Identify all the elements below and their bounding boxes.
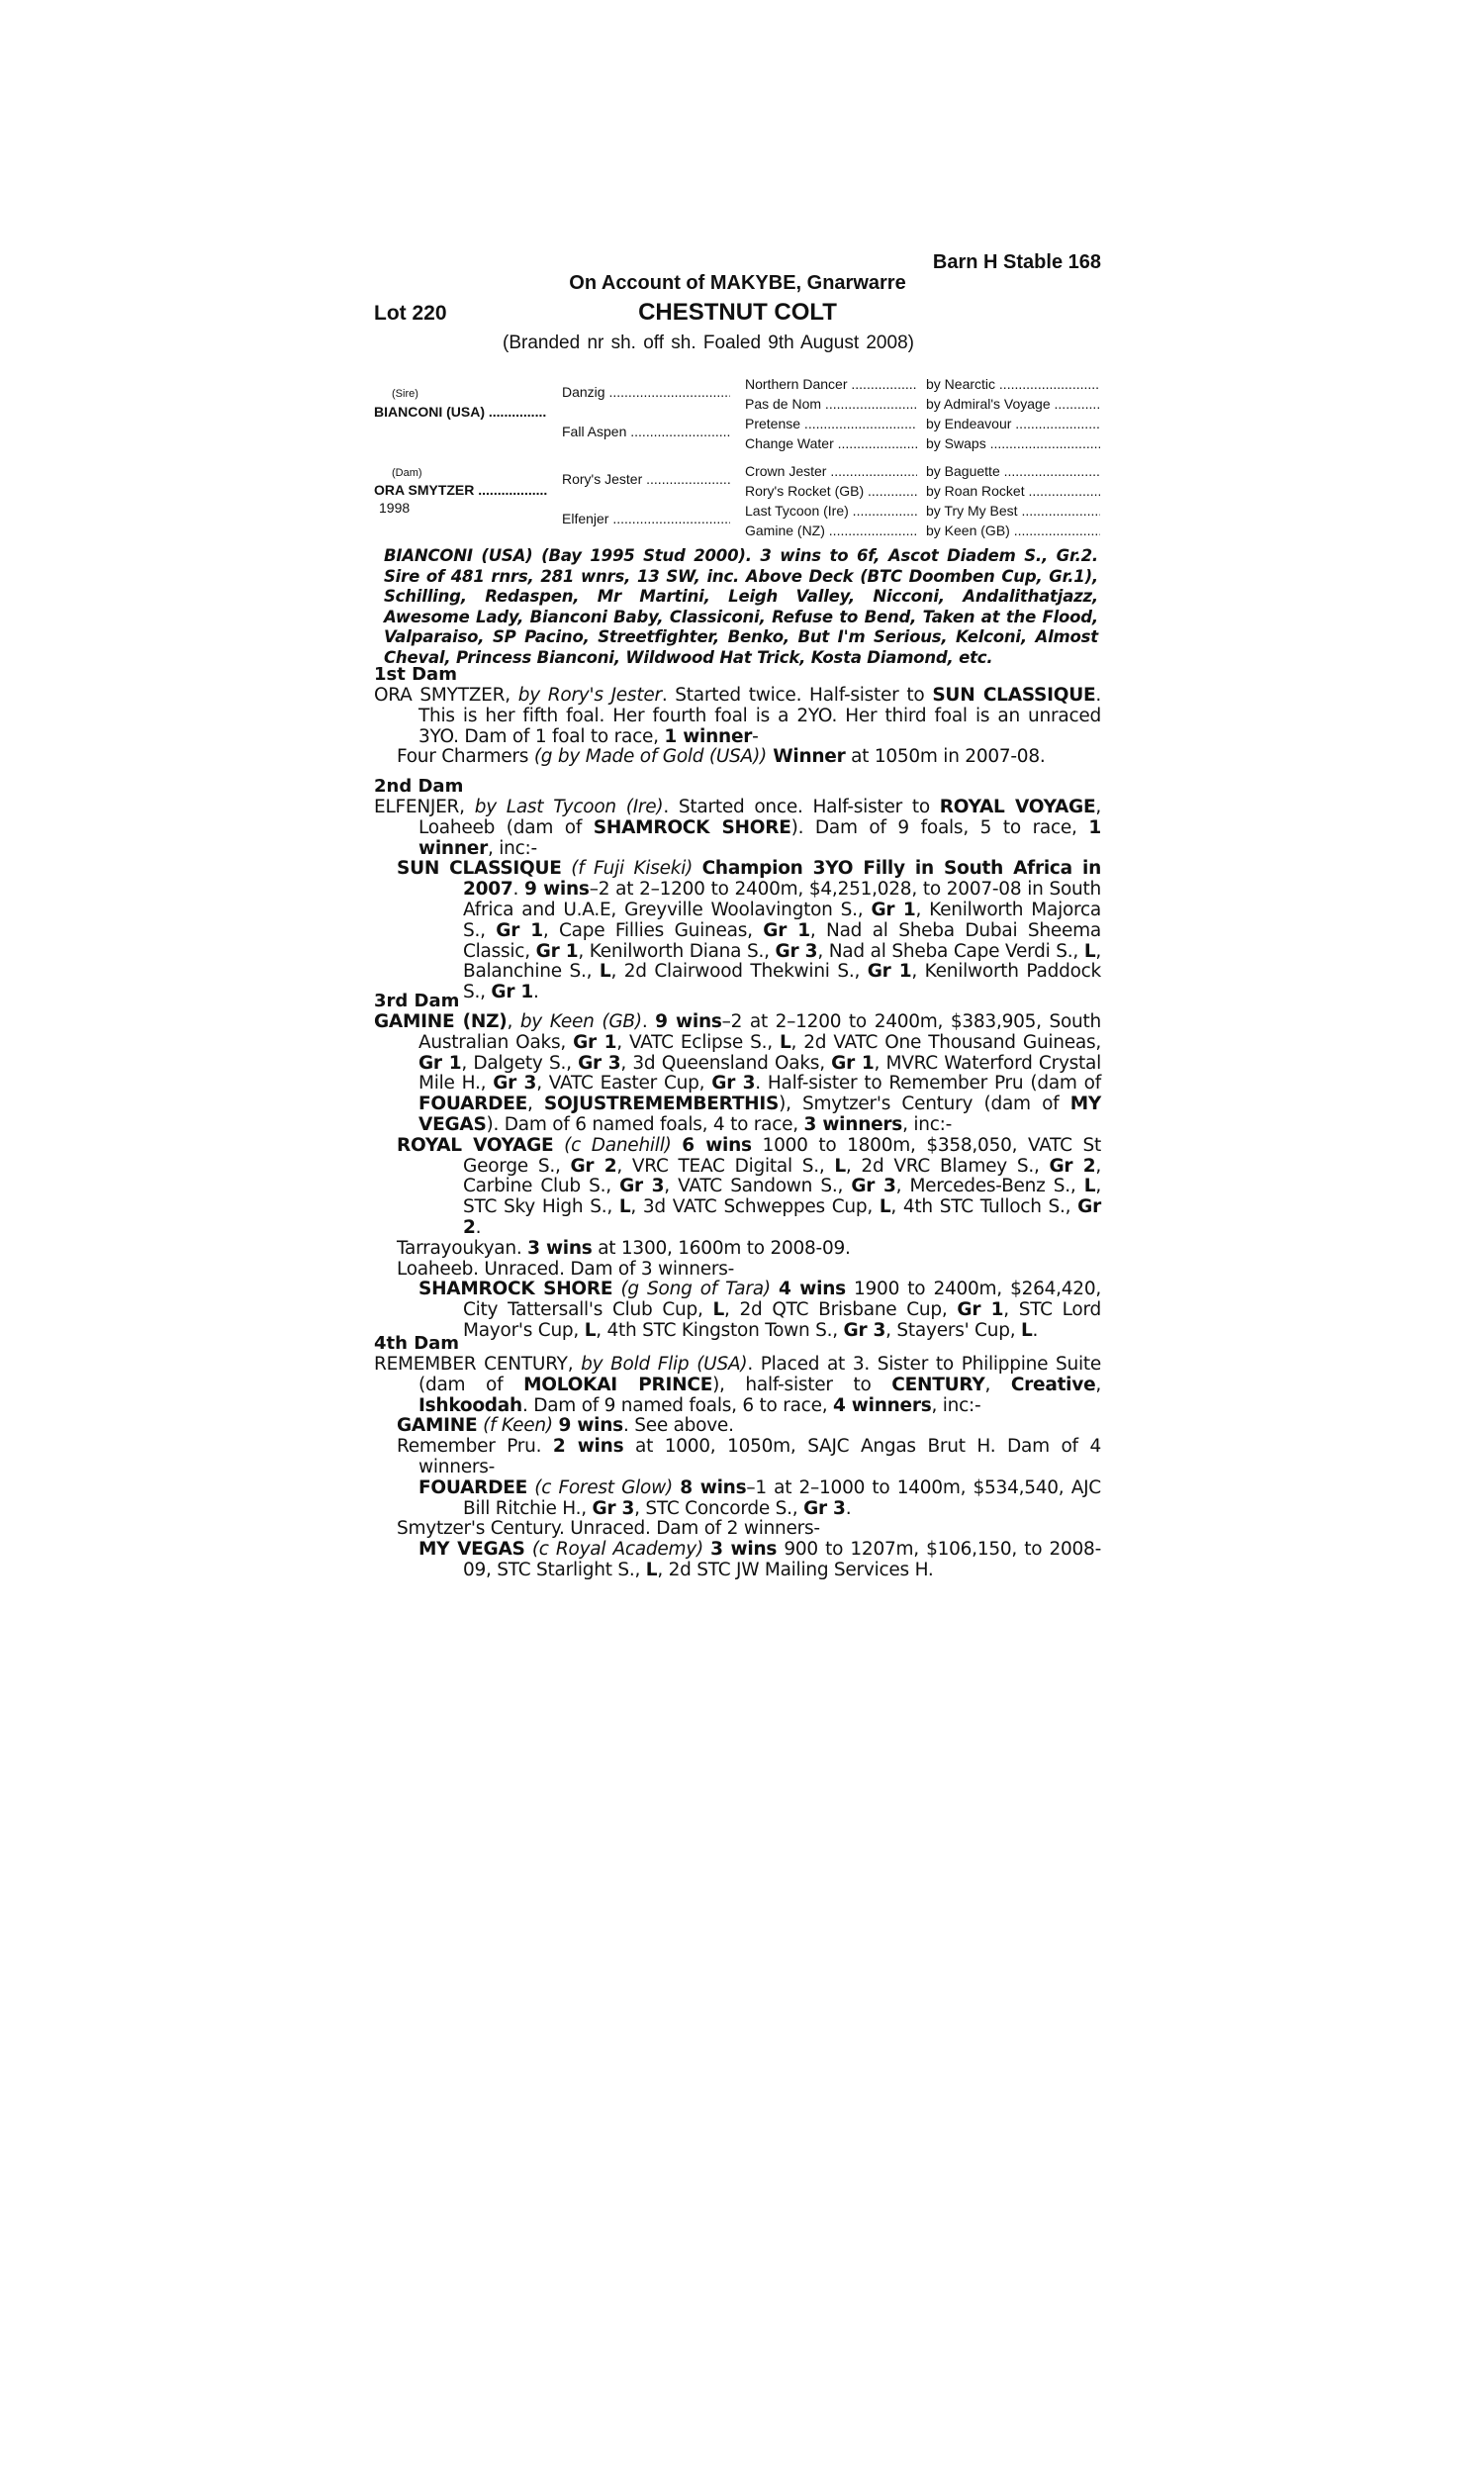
pedigree-table	[374, 368, 1101, 536]
barn-stable: Barn H Stable 168	[932, 251, 1101, 273]
ped-g4-0: by Nearctic .....	[926, 376, 1100, 392]
third-dam-winner-shamrock-shore: SHAMROCK SHORE (g Song of Tara) 4 wins 1900 to 2400m, $264,420, City Tattersall's Club Cup, L, 2d QTC Brisbane Cup, Gr 1, STC Lord Mayor's Cup, L, 4th STC Kingston Town S., Gr 3, Stayers' Cup, L.	[418, 1279, 1102, 1341]
ped-g3-1: Pas de Nom .....	[745, 396, 917, 412]
fourth-dam-winner-fouardee: FOUARDEE (c Forest Glow) 8 wins–1 at 2–1000 to 1400m, $534,540, AJC Bill Ritchie H., Gr 3, STC Concorde S., Gr 3.	[418, 1476, 1101, 1519]
ped-g3-6: Last Tycoon (Ire) .....	[745, 503, 917, 519]
ped-g4-2: by Endeavour .....	[926, 416, 1100, 431]
fourth-dam-foal-remember-pru: Remember Pru. 2 wins at 1000, 1050m, SAJC Angas Brut H. Dam of 4 winners-	[397, 1436, 1101, 1477]
third-dam-winner-royal-voyage: ROYAL VOYAGE (c Danehill) 6 wins 1000 to 1800m, $358,050, VATC St George S., Gr 2, VRC TEAC Digital S., L, 2d VRC Blamey S., Gr 2, Carbine Club S., Gr 3, VATC Sandown S., Gr 3, Mercedes-Benz S., L, STC Sky High S., L, 3d VATC Schweppes Cup, L, 4th STC Tulloch S., Gr 2.	[397, 1134, 1102, 1238]
second-dam-section	[374, 798, 1101, 1003]
ped-g2-0: Danzig .....	[562, 384, 730, 400]
first-dam-heading: 1st Dam	[374, 664, 457, 685]
dam-label: (Dam)	[392, 467, 422, 479]
third-dam-foal-tarrayoukyan: Tarrayoukyan. 3 wins at 1300, 1600m to 2008-09.	[397, 1237, 851, 1259]
second-dam-winner: SUN CLASSIQUE (f Fuji Kiseki) Champion 3YO Filly in South Africa in 2007. 9 wins–2 at 2–1200 to 2400m, $4,251,028, to 2007-08 in South Africa and U.A.E, Greyville Woolavington S., Gr 1, Kenilworth Majorca S., Gr 1, Cape Fillies Guineas, Gr 1, Nad al Sheba Dubai Sheema Classic, Gr 1, Kenilworth Diana S., Gr 3, Nad al Sheba Cape Verdi S., L, Balanchine S., L, 2d Clairwood Thekwini S., Gr 1, Kenilworth Paddock S., Gr 1.	[397, 858, 1102, 1003]
third-dam-section	[374, 1012, 1101, 1342]
lot-number: Lot 220	[374, 302, 447, 325]
ped-g2-3: Elfenjer .....	[562, 511, 730, 526]
fourth-dam-foal-gamine: GAMINE (f Keen) 9 wins. See above.	[397, 1415, 734, 1437]
vendor-account: On Account of MAKYBE, Gnarwarre	[569, 272, 906, 294]
third-dam-heading: 3rd Dam	[374, 991, 460, 1011]
third-dam-entry: GAMINE (NZ), by Keen (GB). 9 wins–2 at 2–1200 to 2400m, $383,905, South Australian Oaks, Gr 1, VATC Eclipse S., L, 2d VATC One Thousand Guineas, Gr 1, Dalgety S., Gr 3, 3d Queensland Oaks, Gr 1, MVRC Waterford Crystal Mile H., Gr 3, VATC Easter Cup, Gr 3. Half-sister to Remember Pru (dam of FOUARDEE, SOJUSTREMEMBERTHIS), Smytzer's Century (dam of MY VEGAS). Dam of 6 named foals, 4 to race, 3 winners, inc:-	[374, 1011, 1102, 1135]
ped-g4-5: by Roan Rocket .....	[926, 483, 1100, 499]
ped-g3-5: Rory's Rocket (GB) .....	[745, 483, 917, 499]
ped-g4-7: by Keen (GB) .....	[926, 523, 1100, 538]
ped-g4-3: by Swaps .....	[926, 435, 1100, 451]
first-dam-section	[374, 686, 1101, 768]
ped-g3-0: Northern Dancer .....	[745, 376, 917, 392]
ped-g3-3: Change Water .....	[745, 435, 917, 451]
dam-year: 1998	[379, 500, 411, 516]
ped-g4-4: by Baguette .....	[926, 463, 1100, 479]
first-dam-foal: Four Charmers (g by Made of Gold (USA)) Winner at 1050m in 2007-08.	[397, 746, 1046, 768]
second-dam-entry: ELFENJER, by Last Tycoon (Ire). Started once. Half-sister to ROYAL VOYAGE, Loaheeb (dam of SHAMROCK SHORE). Dam of 9 foals, 5 to race, 1 winner, inc:-	[374, 797, 1102, 859]
fourth-dam-winner-my-vegas: MY VEGAS (c Royal Academy) 3 wins 900 to 1207m, $106,150, to 2008-09, STC Starlight S., L, 2d STC JW Mailing Services H.	[418, 1539, 1101, 1580]
sire-label: (Sire)	[392, 388, 418, 400]
sire-name: BIANCONI (USA) .....	[374, 404, 547, 420]
sire-summary: BIANCONI (USA) (Bay 1995 Stud 2000). 3 wins to 6f, Ascot Diadem S., Gr.2. Sire of 481 rnrs, 281 wnrs, 13 SW, inc. Above Deck (BTC Doomben Cup, Gr.1), Schilling, Redaspen, Mr Martini, Leigh Valley, Nicconi, Andalithatjazz, Awesome Lady, Bianconi Baby, Classiconi, Refuse to Bend, Taken at the Flood, Valparaiso, SP Pacino, Streetfighter, Benko, But I'm Serious, Kelconi, Almost Cheval, Princess Bianconi, Wildwood Hat Trick, Kosta Diamond, etc.	[384, 546, 1098, 667]
fourth-dam-heading: 4th Dam	[374, 1333, 460, 1354]
ped-g2-1: Fall Aspen .....	[562, 424, 730, 439]
fourth-dam-foal-smytzers-century: Smytzer's Century. Unraced. Dam of 2 winners-	[397, 1518, 820, 1540]
ped-g3-4: Crown Jester .....	[745, 463, 917, 479]
fourth-dam-section	[374, 1355, 1101, 1581]
ped-g2-2: Rory's Jester .....	[562, 471, 730, 487]
dam-name: ORA SMYTZER .....	[374, 482, 547, 498]
first-dam-entry: ORA SMYTZER, by Rory's Jester. Started twice. Half-sister to SUN CLASSIQUE. This is her fifth foal. Her fourth foal is a 2YO. Her third foal is an unraced 3YO. Dam of 1 foal to race, 1 winner-	[374, 685, 1102, 747]
second-dam-heading: 2nd Dam	[374, 776, 464, 797]
ped-g4-6: by Try My Best .....	[926, 503, 1100, 519]
brand-foaled: (Branded nr sh. off sh. Foaled 9th August 2008)	[503, 333, 914, 353]
lot-title: CHESTNUT COLT	[638, 299, 837, 326]
ped-g3-7: Gamine (NZ) .....	[745, 523, 917, 538]
fourth-dam-entry: REMEMBER CENTURY, by Bold Flip (USA). Placed at 3. Sister to Philippine Suite (dam of MOLOKAI PRINCE), half-sister to CENTURY, Creative, Ishkoodah. Dam of 9 named foals, 6 to race, 4 winners, inc:-	[374, 1354, 1102, 1416]
third-dam-foal-loaheeb: Loaheeb. Unraced. Dam of 3 winners-	[397, 1258, 735, 1280]
ped-g4-1: by Admiral's Voyage .....	[926, 396, 1100, 412]
ped-g3-2: Pretense .....	[745, 416, 917, 431]
